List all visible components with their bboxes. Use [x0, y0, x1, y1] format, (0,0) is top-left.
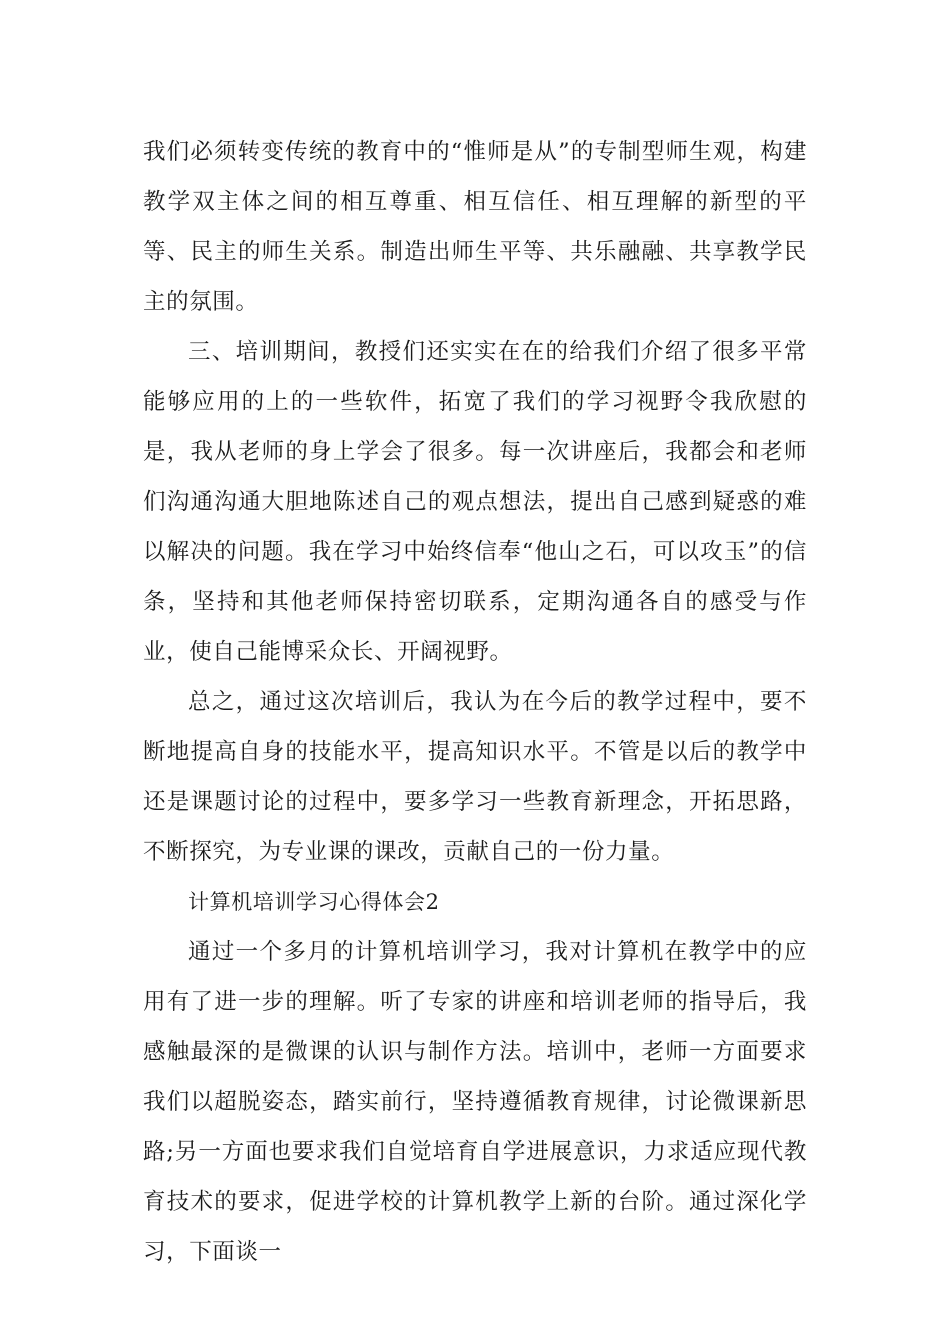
paragraph-computer-training: 通过一个多月的计算机培训学习，我对计算机在教学中的应用有了进一步的理解。听了专家的讲座和培训老师的指导后，我感触最深的是微课的认识与制作方法。培训中，老师一方面要求我们以超脱姿态，踏实前行，坚持遵循教育规律，讨论微课新思路;另一方面也要求我们自觉培育自学进展意识，力求适应现代教育技术的要求，促进学校的计算机教学上新的台阶。通过深化学习，下面谈一 — [143, 939, 807, 1265]
document-body — [143, 127, 807, 1277]
paragraph-teacher-student-relationship: 我们必须转变传统的教育中的“惟师是从”的专制型师生观，构建教学双主体之间的相互尊重、相互信任、相互理解的新型的平等、民主的师生关系。制造出师生平等、共乐融融、共享教学民主的氛围。 — [143, 139, 807, 315]
paragraph-training-software: 三、培训期间，教授们还实实在在的给我们介绍了很多平常能够应用的上的一些软件，拓宽了我们的学习视野令我欣慰的是，我从老师的身上学会了很多。每一次讲座后，我都会和老师们沟通沟通大胆地陈述自己的观点想法，提出自己感到疑惑的难以解决的问题。我在学习中始终信奉“他山之石，可以攻玉”的信条，坚持和其他老师保持密切联系，定期沟通各自的感受与作业，使自己能博采众长、开阔视野。 — [143, 339, 807, 665]
paragraph-conclusion: 总之，通过这次培训后，我认为在今后的教学过程中，要不断地提高自身的技能水平，提高知识水平。不管是以后的教学中还是课题讨论的过程中，要多学习一些教育新理念，开拓思路，不断探究，为专业课的课改，贡献自己的一份力量。 — [143, 689, 807, 865]
section-heading: 计算机培训学习心得体会2 — [188, 890, 440, 914]
